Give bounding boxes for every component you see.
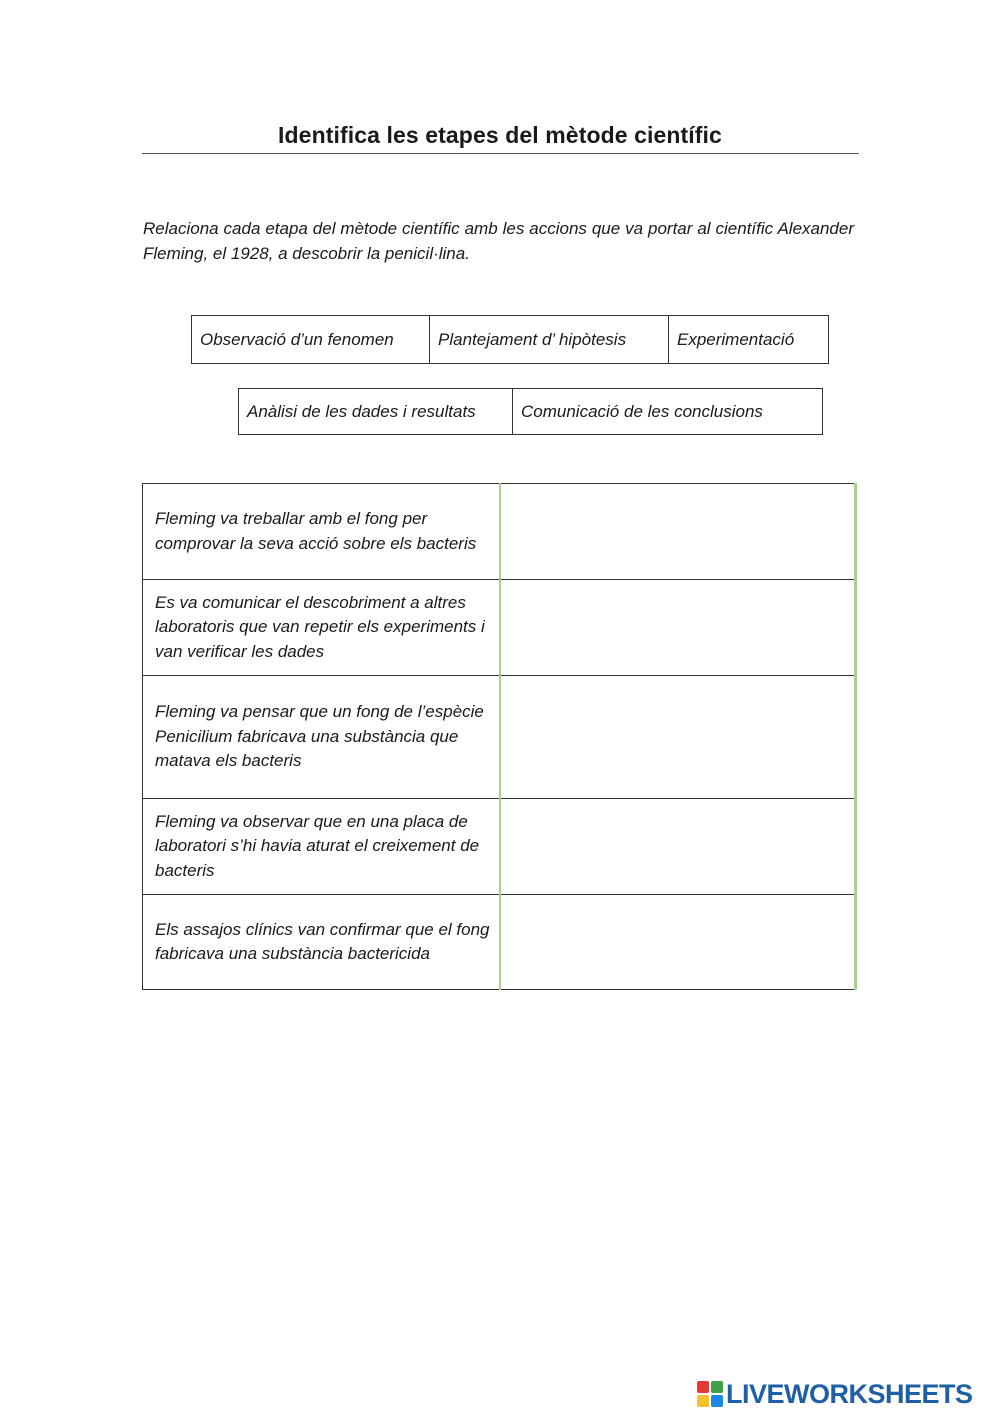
- stage-option[interactable]: Comunicació de les conclusions: [513, 389, 823, 435]
- action-description: Els assajos clínics van confirmar que el fong fabricava una substància bactericida: [143, 895, 500, 990]
- table-row: [143, 799, 856, 895]
- action-description: Fleming va pensar que un fong de l’espècie Penicilium fabricava una substància que matava els bacteris: [143, 676, 500, 799]
- worksheet-title: Identifica les etapes del mètode científic: [278, 122, 722, 148]
- stage-option[interactable]: Observació d’un fenomen: [192, 316, 430, 364]
- title-underline: [142, 153, 859, 154]
- answer-drop-zone[interactable]: [500, 580, 856, 676]
- watermark-text: LIVEWORKSHEETS: [726, 1378, 973, 1409]
- table-row: [143, 895, 856, 990]
- action-description: Fleming va treballar amb el fong per comprovar la seva acció sobre els bacteris: [143, 484, 500, 580]
- stages-bank-row2: [238, 388, 823, 435]
- liveworksheets-logo-icon: [697, 1381, 723, 1407]
- answer-drop-zone[interactable]: [500, 676, 856, 799]
- action-description: Fleming va observar que en una placa de laboratori s’hi havia aturat el creixement de bacteris: [143, 799, 500, 895]
- stage-option[interactable]: Experimentació: [669, 316, 829, 364]
- instructions-text: Relaciona cada etapa del mètode científic amb les accions que va portar al científic Alexander Fleming, el 1928, a descobrir la penicil·lina.: [143, 219, 854, 263]
- answer-drop-zone[interactable]: [500, 895, 856, 990]
- table-row: [143, 580, 856, 676]
- answer-drop-zone[interactable]: [500, 484, 856, 580]
- logo-square-red: [697, 1381, 709, 1393]
- stage-option[interactable]: Plantejament d’ hipòtesis: [430, 316, 669, 364]
- table-row: [143, 484, 856, 580]
- logo-square-green: [711, 1381, 723, 1393]
- liveworksheets-watermark: [697, 1377, 973, 1411]
- stages-bank-row1: [191, 315, 829, 364]
- table-row: [143, 676, 856, 799]
- action-description: Es va comunicar el descobriment a altres laboratoris que van repetir els experiments i van verificar les dades: [143, 580, 500, 676]
- logo-square-yellow: [697, 1395, 709, 1407]
- answer-drop-zone[interactable]: [500, 799, 856, 895]
- stage-option[interactable]: Anàlisi de les dades i resultats: [239, 389, 513, 435]
- matching-table: [142, 483, 857, 990]
- logo-square-blue: [711, 1395, 723, 1407]
